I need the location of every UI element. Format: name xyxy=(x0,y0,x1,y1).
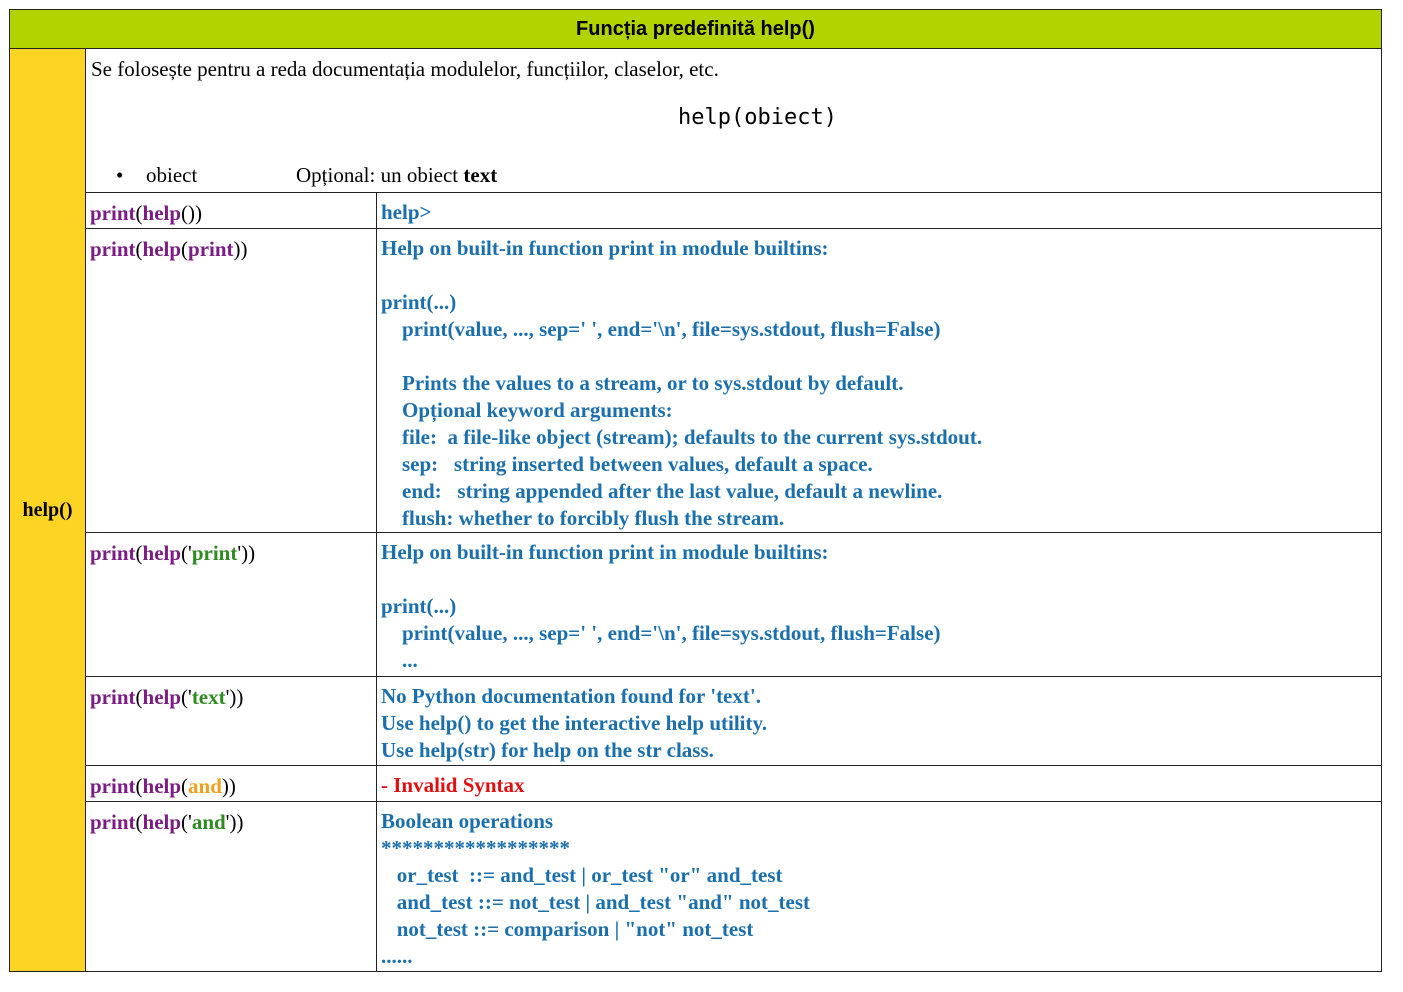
code-paren: (' xyxy=(181,541,192,565)
code-func-print: print xyxy=(90,201,136,225)
error-output-cell: - Invalid Syntax xyxy=(377,766,1382,802)
code-string-argument: text xyxy=(191,685,226,709)
table-title: Funcția predefinită help() xyxy=(10,10,1382,49)
code-keyword-argument: and xyxy=(188,774,222,798)
code-cell xyxy=(86,193,377,229)
code-paren: (' xyxy=(181,685,192,709)
output-cell: No Python documentation found for 'text'. Use help() to get the interactive help utility. Use help(str) for help on the str class. xyxy=(377,677,1382,766)
description-cell xyxy=(86,49,1382,193)
code-paren: ( xyxy=(181,774,189,798)
code-argument: print xyxy=(188,237,234,261)
parameter-name: obiect xyxy=(146,163,198,187)
code-func-print: print xyxy=(90,685,136,709)
help-function-table xyxy=(9,9,1382,972)
code-func-print: print xyxy=(90,810,136,834)
code-paren-close: ')) xyxy=(237,541,256,565)
parameter-item xyxy=(116,163,497,188)
code-func-print: print xyxy=(90,237,136,261)
description-text: Se folosește pentru a reda documentația modulelor, funcțiilor, claselor, etc. xyxy=(91,57,719,81)
code-cell xyxy=(86,229,377,533)
code-paren-close: )) xyxy=(233,237,248,261)
code-func-help: help xyxy=(142,541,182,565)
bullet-icon: • xyxy=(116,163,124,187)
output-cell: Boolean operations ****************** or_test ::= and_test | or_test "or" and_test and_test ::= not_test | and_test "and" not_test not_test ::= comparison | "not" not_test ...... xyxy=(377,802,1382,972)
code-paren: ( xyxy=(135,774,143,798)
code-paren: ( xyxy=(135,237,143,261)
code-paren-close: )) xyxy=(221,774,236,798)
output-cell: Help on built-in function print in module builtins: print(...) print(value, ..., sep=' ', end='\n', file=sys.stdout, flush=False) ... xyxy=(377,533,1382,677)
parameter-description-bold: text xyxy=(463,163,498,187)
code-func-help: help xyxy=(142,810,182,834)
parameter-description: Opțional: un obiect xyxy=(296,163,464,187)
code-paren-close: ')) xyxy=(225,685,244,709)
code-cell xyxy=(86,533,377,677)
code-paren: ( xyxy=(135,685,143,709)
code-cell xyxy=(86,766,377,802)
function-signature: help(obiect) xyxy=(678,105,837,130)
code-func-print: print xyxy=(90,541,136,565)
code-paren-close: ()) xyxy=(181,201,203,225)
code-func-print: print xyxy=(90,774,136,798)
code-string-argument: and xyxy=(191,810,226,834)
side-label: help() xyxy=(10,49,86,972)
code-paren: ( xyxy=(135,541,143,565)
code-func-help: help xyxy=(142,685,182,709)
output-cell: Help on built-in function print in module builtins: print(...) print(value, ..., sep=' ', end='\n', file=sys.stdout, flush=False) Prints the values to a stream, or to sys.stdout by default. Opțional keyword arguments: file: a file-like object (stream); defaults to the current sys.stdout. sep: string inserted between values, default a space. end: string appended after the last value, default a newline. flush: whether to forcibly flush the stream. xyxy=(377,229,1382,533)
code-paren: ( xyxy=(181,237,189,261)
code-func-help: help xyxy=(142,201,182,225)
code-paren-close: ')) xyxy=(225,810,244,834)
code-cell xyxy=(86,802,377,972)
code-paren: ( xyxy=(135,810,143,834)
code-cell xyxy=(86,677,377,766)
code-string-argument: print xyxy=(191,541,238,565)
code-func-help: help xyxy=(142,774,182,798)
code-paren: ( xyxy=(135,201,143,225)
output-cell: help> xyxy=(377,193,1382,229)
code-paren: (' xyxy=(181,810,192,834)
code-func-help: help xyxy=(142,237,182,261)
